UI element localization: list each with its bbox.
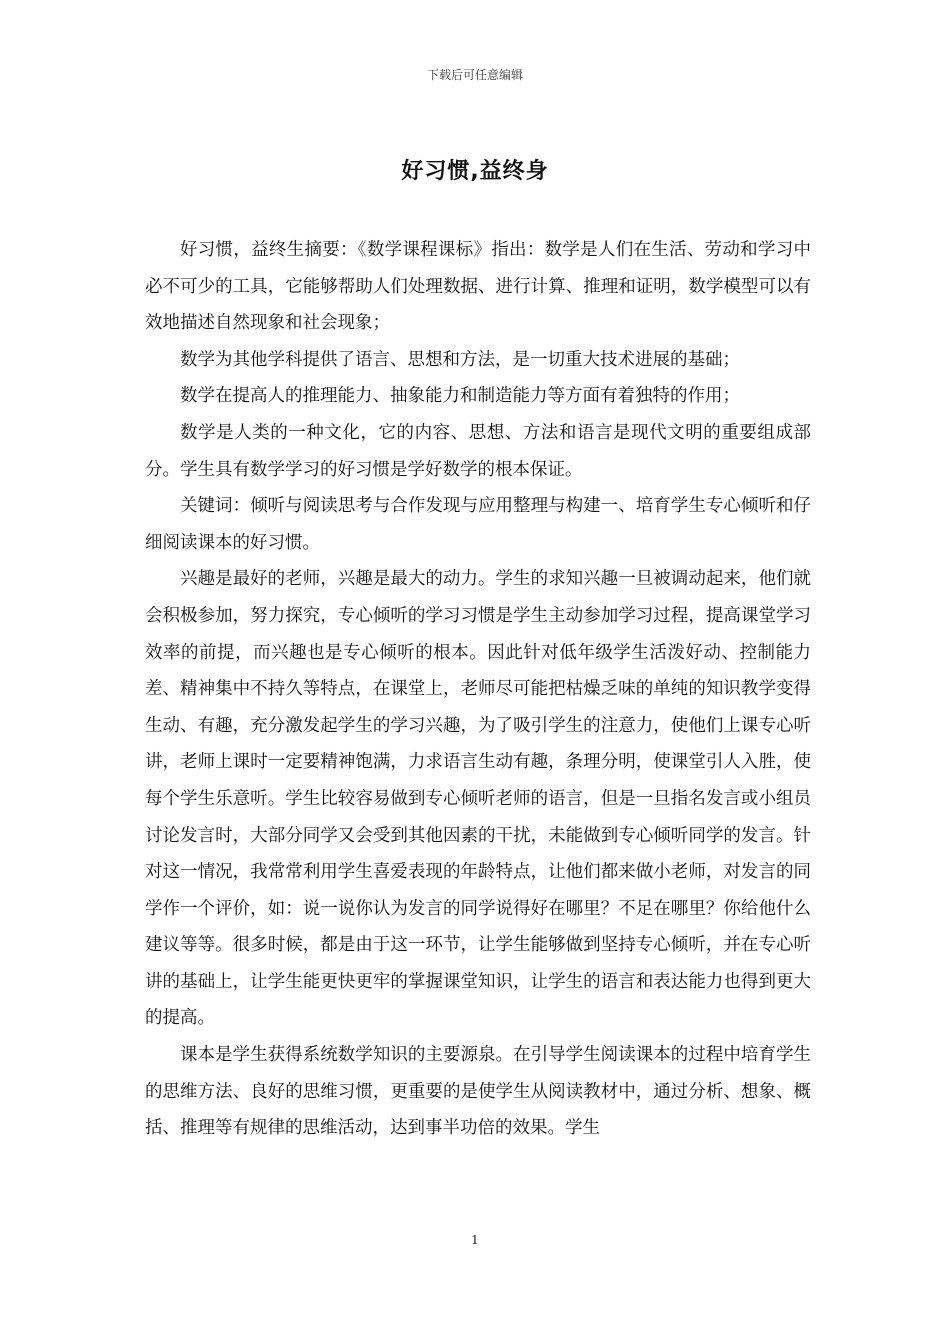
paragraph-interest: 兴趣是最好的老师，兴趣是最大的动力。学生的求知兴趣一旦被调动起来，他们就会积极参加，努力探究，专心倾听的学习习惯是学生主动参加学习过程，提高课堂学习效率的前提，而兴趣也是专心倾听的根本。因此针对低年级学生活泼好动、控制能力差、精神集中不持久等特点，在课堂上，老师尽可能把枯燥乏味的单纯的知识教学变得生动、有趣，充分激发起学生的学习兴趣，为了吸引学生的注意力，使他们上课专心听讲，老师上课时一定要精神饱满，力求语言生动有趣，条理分明，使课堂引人入胜，使每个学生乐意听。学生比较容易做到专心倾听老师的语言，但是一旦指名发言或小组员讨论发言时，大部分同学又会受到其他因素的干扰，未能做到专心倾听同学的发言。针对这一情况，我常常利用学生喜爱表现的年龄特点，让他们都来做小老师，对发言的同学作一个评价，如：说一说你认为发言的同学说得好在哪里？不足在哪里？你给他什么建议等等。很多时候，都是由于这一环节，让学生能够做到坚持专心倾听，并在专心听讲的基础上，让学生能更快更牢的掌握课堂知识，让学生的语言和表达能力也得到更大的提高。 (145, 569, 811, 1029)
paragraph-language: 数学为其他学科提供了语言、思想和方法，是一切重大技术进展的基础； (180, 349, 740, 370)
paragraph-textbook: 课本是学生获得系统数学知识的主要源泉。在引导学生阅读课本的过程中培育学生的思维方法、良好的思维习惯，更重要的是使学生从阅读教材中，通过分析、想象、概括、推理等有规律的思维活动，达到事半功倍的效果。学生 (145, 1045, 811, 1139)
page-number: 1 (471, 1233, 479, 1247)
document-body (145, 232, 811, 1147)
paragraph-keywords: 关键词：倾听与阅读思考与合作发现与应用整理与构建一、培育学生专心倾听和仔细阅读课本的好习惯。 (145, 496, 811, 553)
document-title: 好习惯,益终身 (401, 159, 549, 184)
page-header: 下载后可任意编辑 (426, 68, 523, 82)
paragraph-abstract: 好习惯，益终生摘要：《数学课程课标》指出：数学是人们在生活、劳动和学习中必不可少的工具，它能够帮助人们处理数据、进行计算、推理和证明，数学模型可以有效地描述自然现象和社会现象； (145, 240, 811, 334)
paragraph-culture: 数学是人类的一种文化，它的内容、思想、方法和语言是现代文明的重要组成部分。学生具有数学学习的好习惯是学好数学的根本保证。 (145, 422, 811, 480)
paragraph-ability: 数学在提高人的推理能力、抽象能力和制造能力等方面有着独特的作用； (180, 386, 740, 407)
